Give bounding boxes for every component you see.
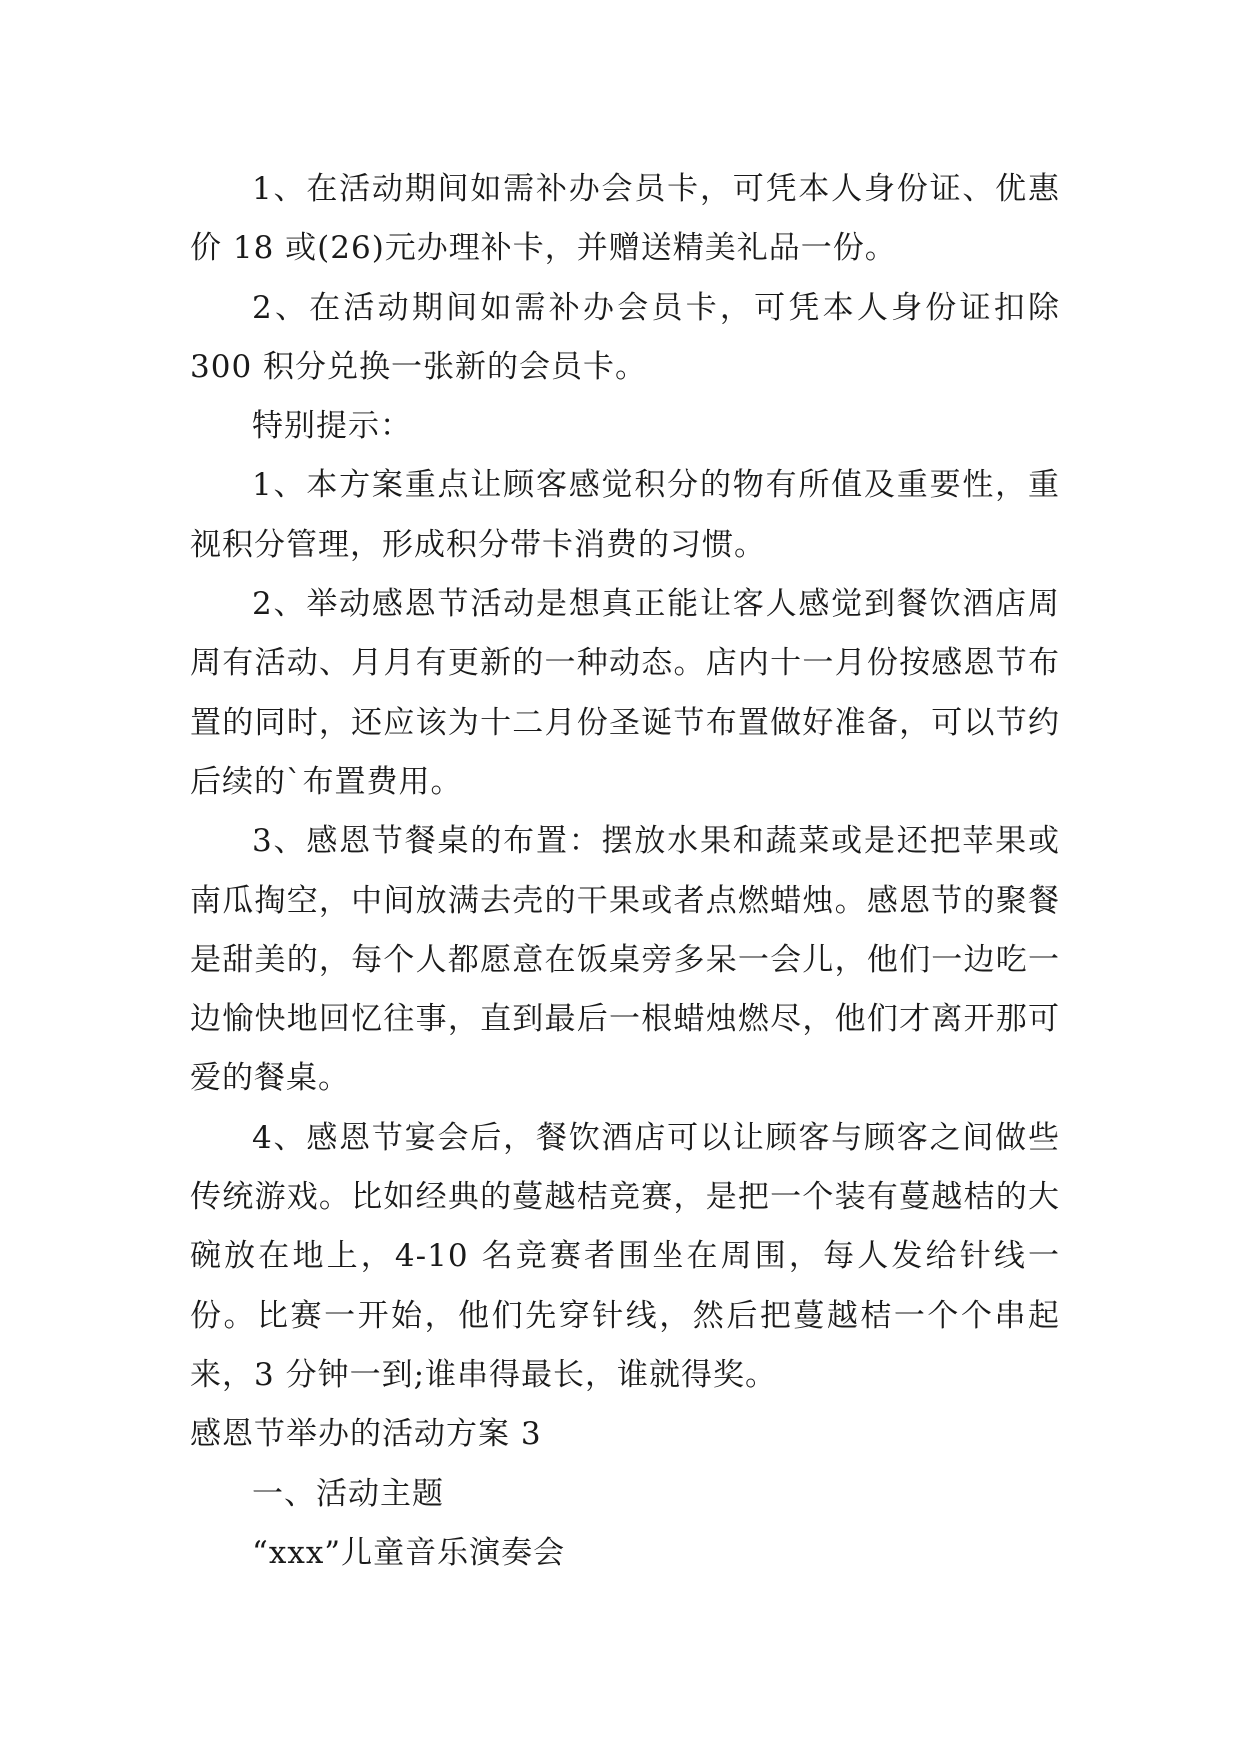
section-heading: 感恩节举办的活动方案 3	[190, 1416, 542, 1453]
paragraph-theme-label: 一、活动主题	[252, 1475, 444, 1512]
paragraph-replacement-card-points: 2、在活动期间如需补办会员卡，可凭本人身份证扣除 300 积分兑换一张新的会员卡。	[190, 289, 1060, 385]
paragraph-notice-4: 4、感恩节宴会后，餐饮酒店可以让顾客与顾客之间做些传统游戏。比如经典的蔓越桔竞赛，是把一个装有蔓越桔的大碗放在地上，4-10 名竞赛者围坐在周围，每人发给针线一份。比赛一开始，他们先穿针线，然后把蔓越桔一个个串起来，3 分钟一到;谁串得最长，谁就得奖。	[190, 1119, 1060, 1393]
paragraph-notice-1: 1、本方案重点让顾客感觉积分的物有所值及重要性，重视积分管理，形成积分带卡消费的习惯。	[190, 467, 1060, 563]
paragraph-notice-3: 3、感恩节餐桌的布置：摆放水果和蔬菜或是还把苹果或南瓜掏空，中间放满去壳的干果或者点燃蜡烛。感恩节的聚餐是甜美的，每个人都愿意在饭桌旁多呆一会儿，他们一边吃一边愉快地回忆往事，直到最后一根蜡烛燃尽，他们才离开那可爱的餐桌。	[190, 823, 1060, 1097]
paragraph-theme-title: “xxx”儿童音乐演奏会	[252, 1534, 566, 1571]
paragraph-special-notice-label: 特别提示：	[252, 408, 412, 445]
paragraph-replacement-card-fee: 1、在活动期间如需补办会员卡，可凭本人身份证、优惠价 18 或(26)元办理补卡，并赠送精美礼品一份。	[190, 171, 1060, 267]
document-body	[190, 160, 1060, 1583]
paragraph-notice-2: 2、举动感恩节活动是想真正能让客人感觉到餐饮酒店周周有活动、月月有更新的一种动态。店内十一月份按感恩节布置的同时，还应该为十二月份圣诞节布置做好准备，可以节约后续的`布置费用。	[190, 586, 1060, 800]
